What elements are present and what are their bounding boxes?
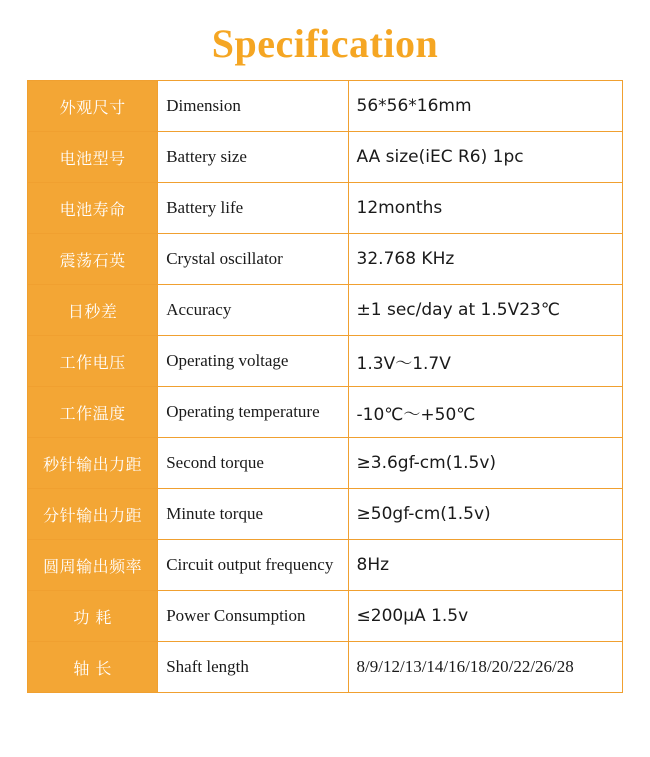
row-label-en: Accuracy — [158, 285, 348, 336]
row-label-cn: 外观尺寸 — [28, 81, 158, 132]
row-label-cn: 分针输出力距 — [28, 489, 158, 540]
table-row — [28, 591, 623, 642]
row-value: ≥50gf-cm(1.5v) — [348, 489, 622, 540]
page-title: Specification — [211, 21, 439, 66]
row-label-en: Battery life — [158, 183, 348, 234]
row-value: -10℃～+50℃ — [348, 387, 622, 438]
row-label-en: Shaft length — [158, 642, 348, 693]
row-label-cn: 电池型号 — [28, 132, 158, 183]
row-value: 8/9/12/13/14/16/18/20/22/26/28 — [348, 642, 622, 693]
specification-table — [27, 80, 623, 693]
row-value: 32.768 KHz — [348, 234, 622, 285]
row-value: ≤200μA 1.5v — [348, 591, 622, 642]
row-label-en: Second torque — [158, 438, 348, 489]
table-row — [28, 234, 623, 285]
row-value: 12months — [348, 183, 622, 234]
specification-table-wrap — [0, 80, 650, 693]
row-label-en: Dimension — [158, 81, 348, 132]
table-row — [28, 81, 623, 132]
row-label-cn: 轴 长 — [28, 642, 158, 693]
table-row — [28, 336, 623, 387]
table-row — [28, 132, 623, 183]
row-label-cn: 秒针输出力距 — [28, 438, 158, 489]
row-label-cn: 工作温度 — [28, 387, 158, 438]
table-row — [28, 387, 623, 438]
row-label-en: Circuit output frequency — [158, 540, 348, 591]
row-value: ≥3.6gf-cm(1.5v) — [348, 438, 622, 489]
table-row — [28, 642, 623, 693]
row-value: 8Hz — [348, 540, 622, 591]
row-label-cn: 功 耗 — [28, 591, 158, 642]
row-label-cn: 圆周输出频率 — [28, 540, 158, 591]
row-label-cn: 电池寿命 — [28, 183, 158, 234]
table-row — [28, 540, 623, 591]
table-row — [28, 438, 623, 489]
row-label-en: Minute torque — [158, 489, 348, 540]
row-label-en: Battery size — [158, 132, 348, 183]
row-label-cn: 震荡石英 — [28, 234, 158, 285]
row-value: AA size(iEC R6) 1pc — [348, 132, 622, 183]
row-value: ±1 sec/day at 1.5V23℃ — [348, 285, 622, 336]
table-row — [28, 489, 623, 540]
table-row — [28, 285, 623, 336]
row-value: 56*56*16mm — [348, 81, 622, 132]
table-row — [28, 183, 623, 234]
row-label-en: Operating voltage — [158, 336, 348, 387]
row-label-en: Power Consumption — [158, 591, 348, 642]
row-value: 1.3V～1.7V — [348, 336, 622, 387]
row-label-en: Crystal oscillator — [158, 234, 348, 285]
row-label-cn: 日秒差 — [28, 285, 158, 336]
row-label-en: Operating temperature — [158, 387, 348, 438]
row-label-cn: 工作电压 — [28, 336, 158, 387]
